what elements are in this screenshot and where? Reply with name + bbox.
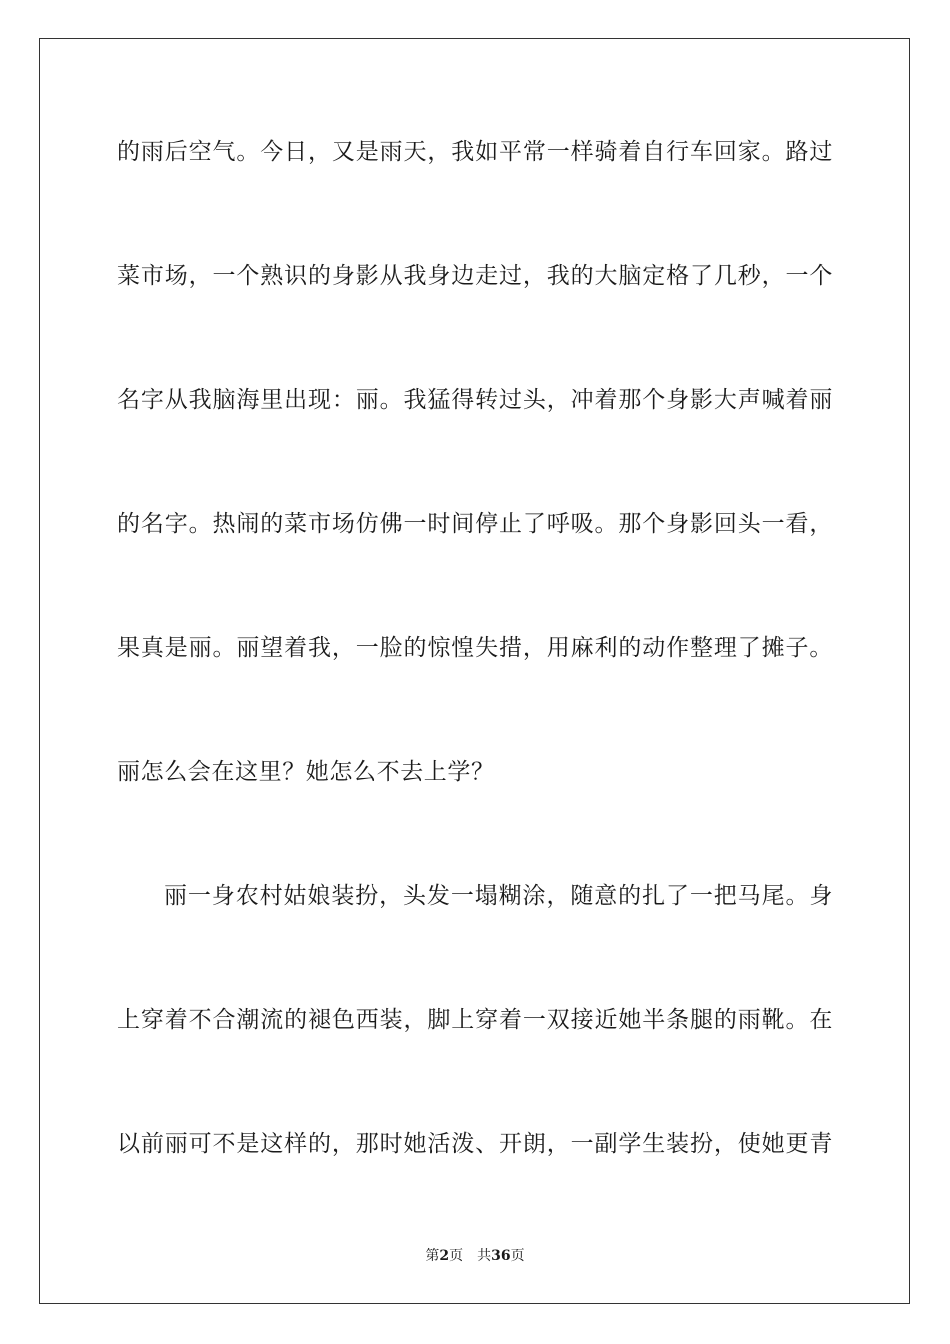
body-line-8: 上穿着不合潮流的褪色西装，脚上穿着一双接近她半条腿的雨靴。在 bbox=[117, 1007, 833, 1033]
page-number: 2 bbox=[439, 1248, 450, 1264]
page-suffix: 页 bbox=[449, 1248, 464, 1264]
body-line-7: 丽一身农村姑娘装扮，头发一塌糊涂，随意的扎了一把马尾。身 bbox=[164, 883, 833, 909]
body-line-5: 果真是丽。丽望着我，一脸的惊惶失措，用麻利的动作整理了摊子。 bbox=[117, 635, 833, 661]
page-border bbox=[39, 38, 910, 1304]
body-line-1: 的雨后空气。今日，又是雨天，我如平常一样骑着自行车回家。路过 bbox=[117, 139, 833, 165]
page-footer bbox=[0, 1247, 950, 1265]
body-line-2: 菜市场，一个熟识的身影从我身边走过，我的大脑定格了几秒，一个 bbox=[117, 263, 833, 289]
total-pages: 36 bbox=[491, 1248, 511, 1264]
body-line-4: 的名字。热闹的菜市场仿佛一时间停止了呼吸。那个身影回头一看， bbox=[117, 511, 833, 537]
body-line-3: 名字从我脑海里出现：丽。我猛得转过头，冲着那个身影大声喊着丽 bbox=[117, 387, 833, 413]
body-line-6: 丽怎么会在这里？她怎么不去上学？ bbox=[117, 759, 495, 785]
page-prefix: 第 bbox=[425, 1248, 440, 1264]
body-line-9: 以前丽可不是这样的，那时她活泼、开朗，一副学生装扮，使她更青 bbox=[117, 1131, 833, 1157]
total-prefix: 共 bbox=[477, 1248, 492, 1264]
total-suffix: 页 bbox=[510, 1248, 525, 1264]
